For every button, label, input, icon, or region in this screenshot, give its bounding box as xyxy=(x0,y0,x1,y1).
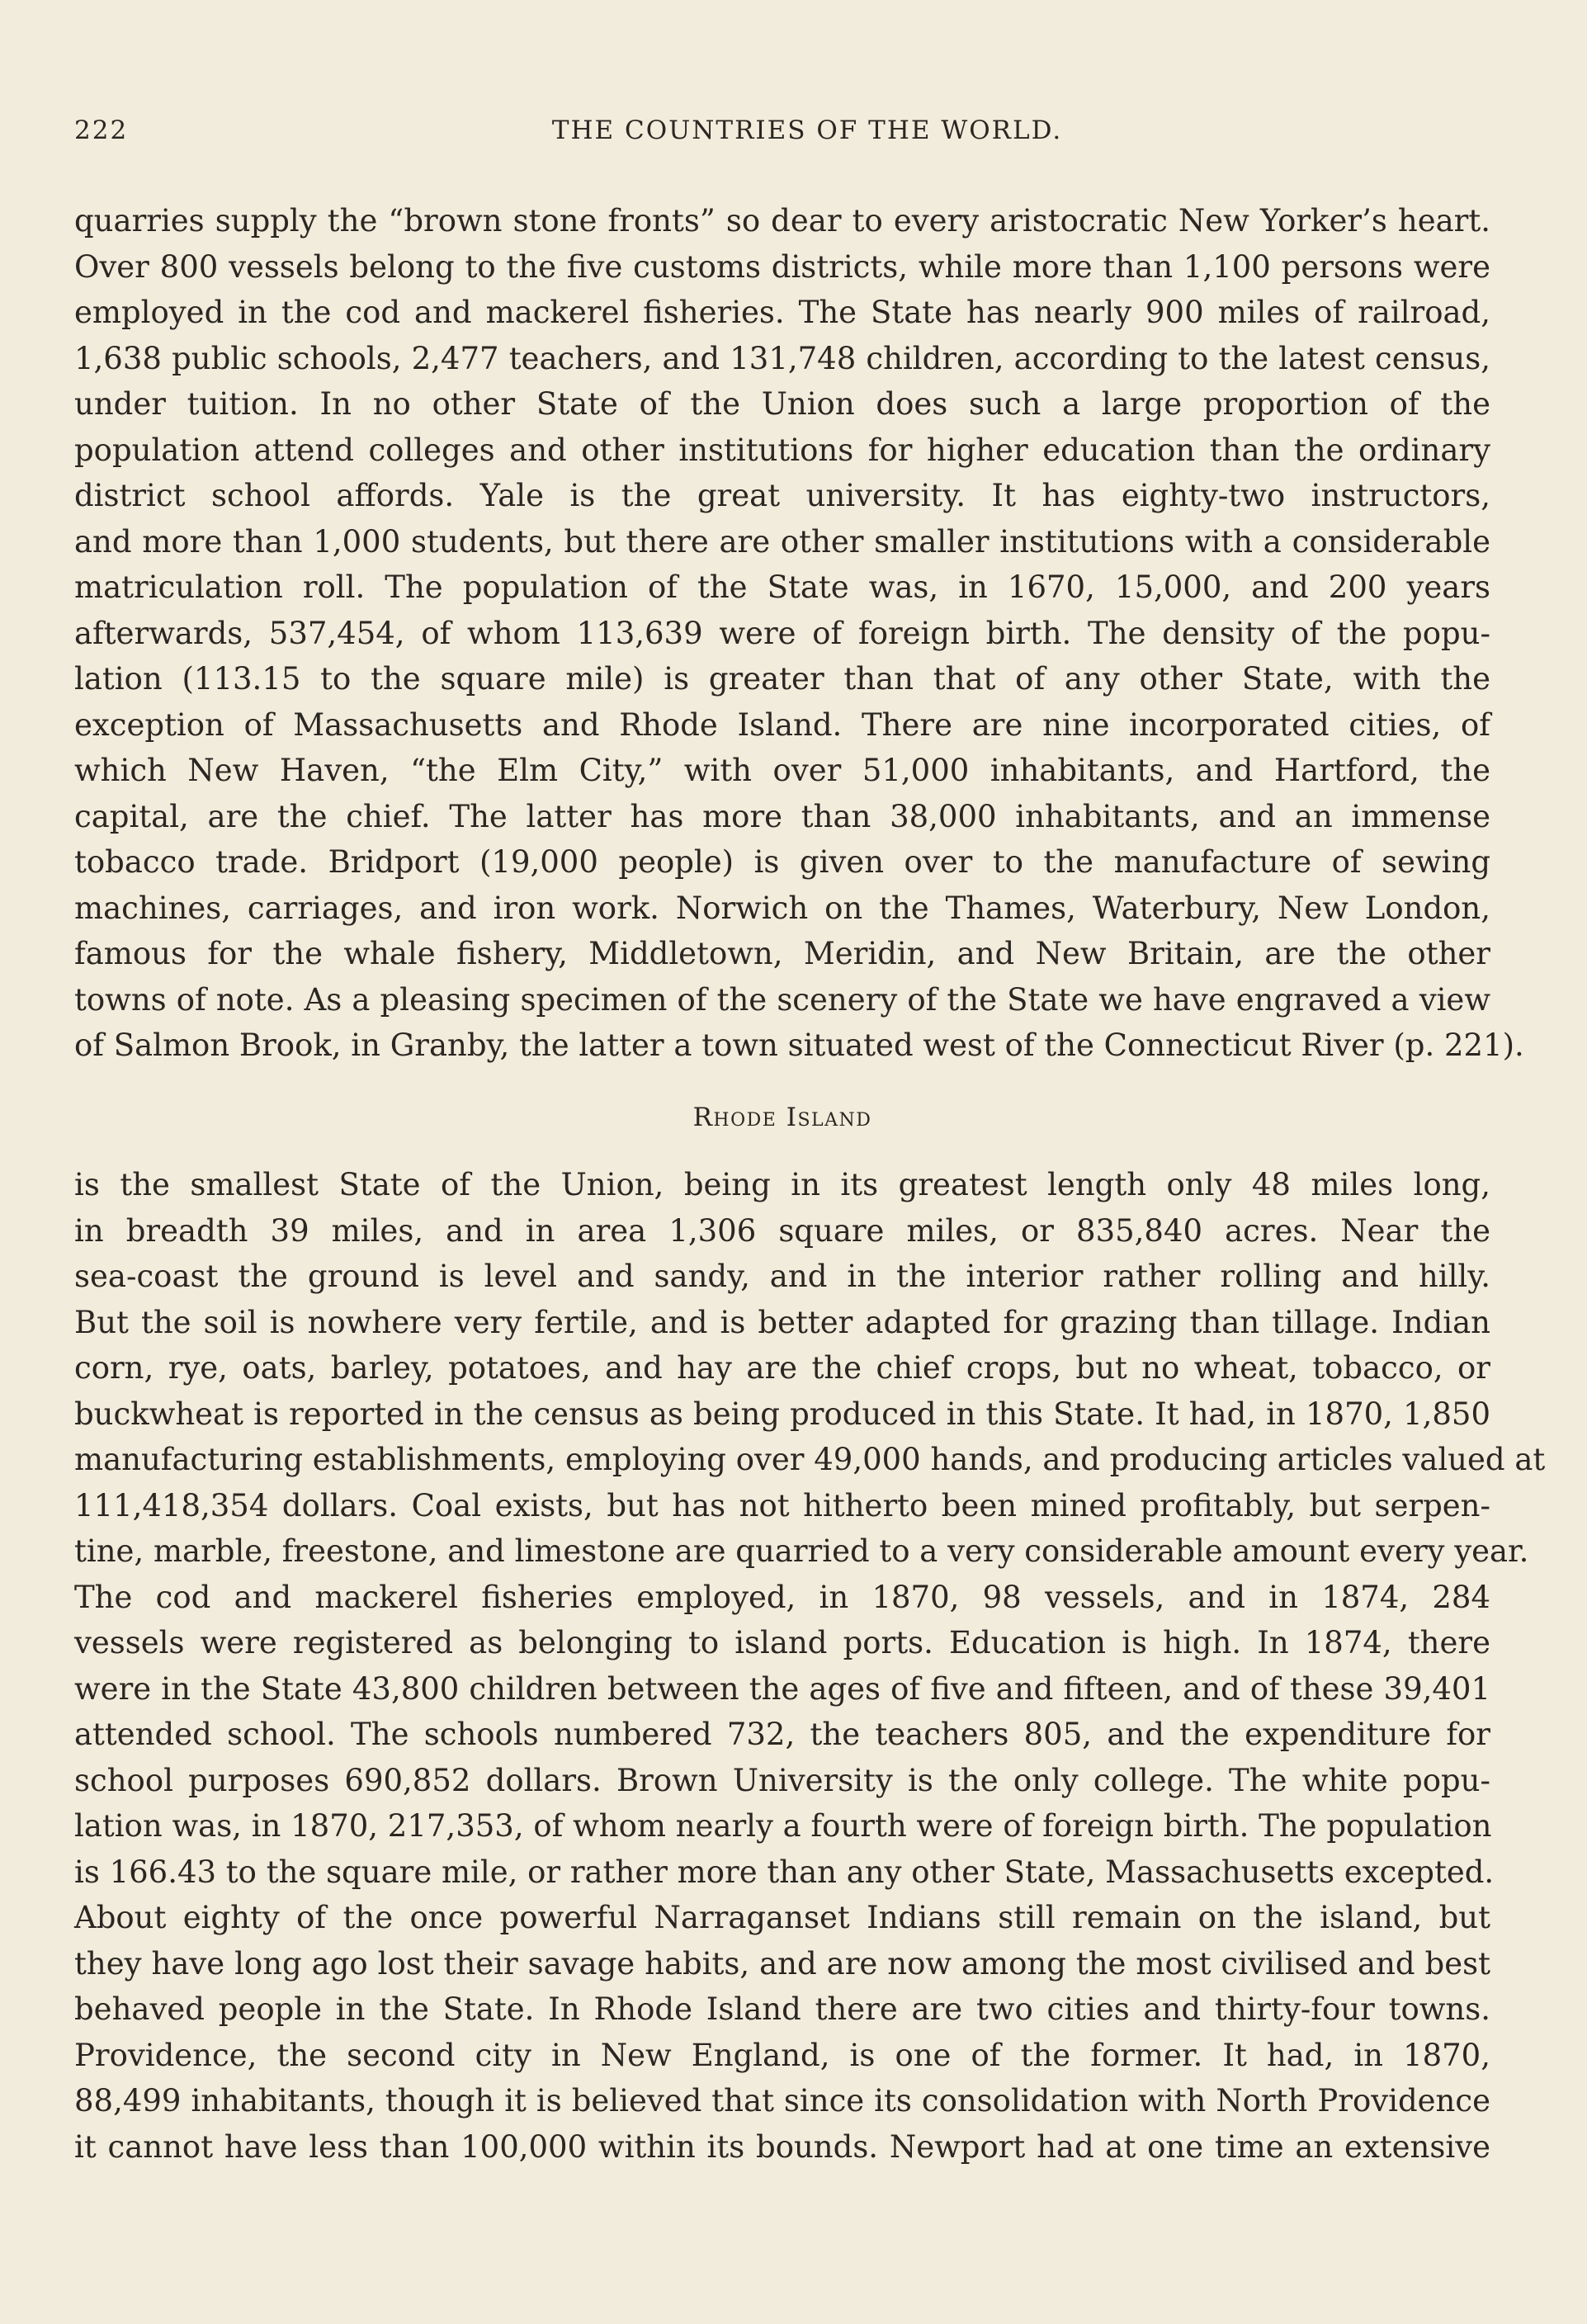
text-line: buckwheat is reported in the census as being produced in this State. It had, in 1870, 1,850 xyxy=(74,1396,1490,1432)
text-line: afterwards, 537,454, of whom 113,639 were of foreign birth. The density of the popu- xyxy=(74,615,1490,651)
text-line: Over 800 vessels belong to the five customs districts, while more than 1,100 persons were xyxy=(74,248,1490,285)
text-line: behaved people in the State. In Rhode Island there are two cities and thirty-four towns. xyxy=(74,1991,1490,2027)
text-line: capital, are the chief. The latter has more than 38,000 inhabitants, and an immense xyxy=(74,798,1490,834)
page-number: 222 xyxy=(74,116,129,145)
text-line: sea-coast the ground is level and sandy, and in the interior rather rolling and hilly. xyxy=(74,1259,1490,1294)
text-line: attended school. The schools numbered 732, the teachers 805, and the expenditure for xyxy=(74,1717,1490,1752)
text-line: lation was, in 1870, 217,353, of whom nearly a fourth were of foreign birth. The population xyxy=(74,1808,1492,1844)
text-line: it cannot have less than 100,000 within its bounds. Newport had at one time an extensive xyxy=(74,2128,1490,2165)
text-line: famous for the whale fishery, Middletown, Meridin, and New Britain, are the other xyxy=(74,936,1490,971)
text-line: tobacco trade. Bridport (19,000 people) is given over to the manufacture of sewing xyxy=(74,844,1490,880)
text-line: under tuition. In no other State of the Union does such a large proportion of the xyxy=(74,386,1490,422)
text-line: quarries supply the “brown stone fronts” so dear to every aristocratic New Yorker’s heart. xyxy=(74,203,1490,239)
text-line: 111,418,354 dollars. Coal exists, but has not hitherto been mined profitably, but serpen- xyxy=(74,1487,1490,1523)
text-line: lation (113.15 to the square mile) is greater than that of any other State, with the xyxy=(74,661,1490,697)
text-line: and more than 1,000 students, but there are other smaller institutions with a considerable xyxy=(74,523,1490,560)
text-line: were in the State 43,800 children between the ages of five and fifteen, and of these 39,401 xyxy=(74,1670,1490,1707)
text-line: matriculation roll. The population of the State was, in 1670, 15,000, and 200 years xyxy=(74,569,1490,605)
text-line: in breadth 39 miles, and in area 1,306 square miles, or 835,840 acres. Near the xyxy=(74,1212,1490,1249)
running-head xyxy=(74,116,1490,155)
text-line: school purposes 690,852 dollars. Brown University is the only college. The white popu- xyxy=(74,1762,1490,1798)
text-line: exception of Massachusetts and Rhode Island. There are nine incorporated cities, of xyxy=(74,706,1490,743)
text-line: towns of note. As a pleasing specimen of the scenery of the State we have engraved a view xyxy=(74,981,1490,1018)
paragraph-connecticut xyxy=(74,198,1524,1069)
text-line: About eighty of the once powerful Narraganset Indians still remain on the island, but xyxy=(74,1900,1490,1935)
text-line: corn, rye, oats, barley, potatoes, and hay are the chief crops, but no wheat, tobacco, or xyxy=(74,1350,1490,1386)
text-line: manufacturing establishments, employing over 49,000 hands, and producing articles valued at xyxy=(74,1442,1546,1477)
paragraph-rhode-island xyxy=(74,1162,1546,2170)
section-heading: Rhode Island xyxy=(692,1103,872,1132)
text-line: is 166.43 to the square mile, or rather more than any other State, Massachusetts excepted. xyxy=(74,1854,1495,1890)
text-line: tine, marble, freestone, and limestone are quarried to a very considerable amount every year. xyxy=(74,1533,1529,1569)
text-line: which New Haven, “the Elm City,” with over 51,000 inhabitants, and Hartford, the xyxy=(74,753,1490,788)
text-line: vessels were registered as belonging to island ports. Education is high. In 1874, there xyxy=(74,1625,1490,1660)
text-line: 1,638 public schools, 2,477 teachers, and 131,748 children, according to the latest census, xyxy=(74,340,1490,376)
text-line: But the soil is nowhere very fertile, and is better adapted for grazing than tillage. Indian xyxy=(74,1304,1490,1340)
text-line: they have long ago lost their savage habits, and are now among the most civilised and best xyxy=(74,1945,1490,1982)
text-line: district school affords. Yale is the great university. It has eighty-two instructors, xyxy=(74,478,1490,513)
text-line: Providence, the second city in New England, is one of the former. It had, in 1870, xyxy=(74,2037,1490,2073)
text-line: population attend colleges and other institutions for higher education than the ordinary xyxy=(74,432,1490,468)
running-title: THE COUNTRIES OF THE WORLD. xyxy=(551,116,1063,145)
text-line: The cod and mackerel fisheries employed, in 1870, 98 vessels, and in 1874, 284 xyxy=(74,1579,1490,1615)
text-line: machines, carriages, and iron work. Norwich on the Thames, Waterbury, New London, xyxy=(74,890,1490,926)
text-line: 88,499 inhabitants, though it is believed that since its consolidation with North Providence xyxy=(74,2083,1490,2119)
text-line: is the smallest State of the Union, being in its greatest length only 48 miles long, xyxy=(74,1167,1490,1202)
text-line: employed in the cod and mackerel fisheries. The State has nearly 900 miles of railroad, xyxy=(74,295,1490,330)
text-line: of Salmon Brook, in Granby, the latter a town situated west of the Connecticut River (p. 221). xyxy=(74,1027,1524,1063)
